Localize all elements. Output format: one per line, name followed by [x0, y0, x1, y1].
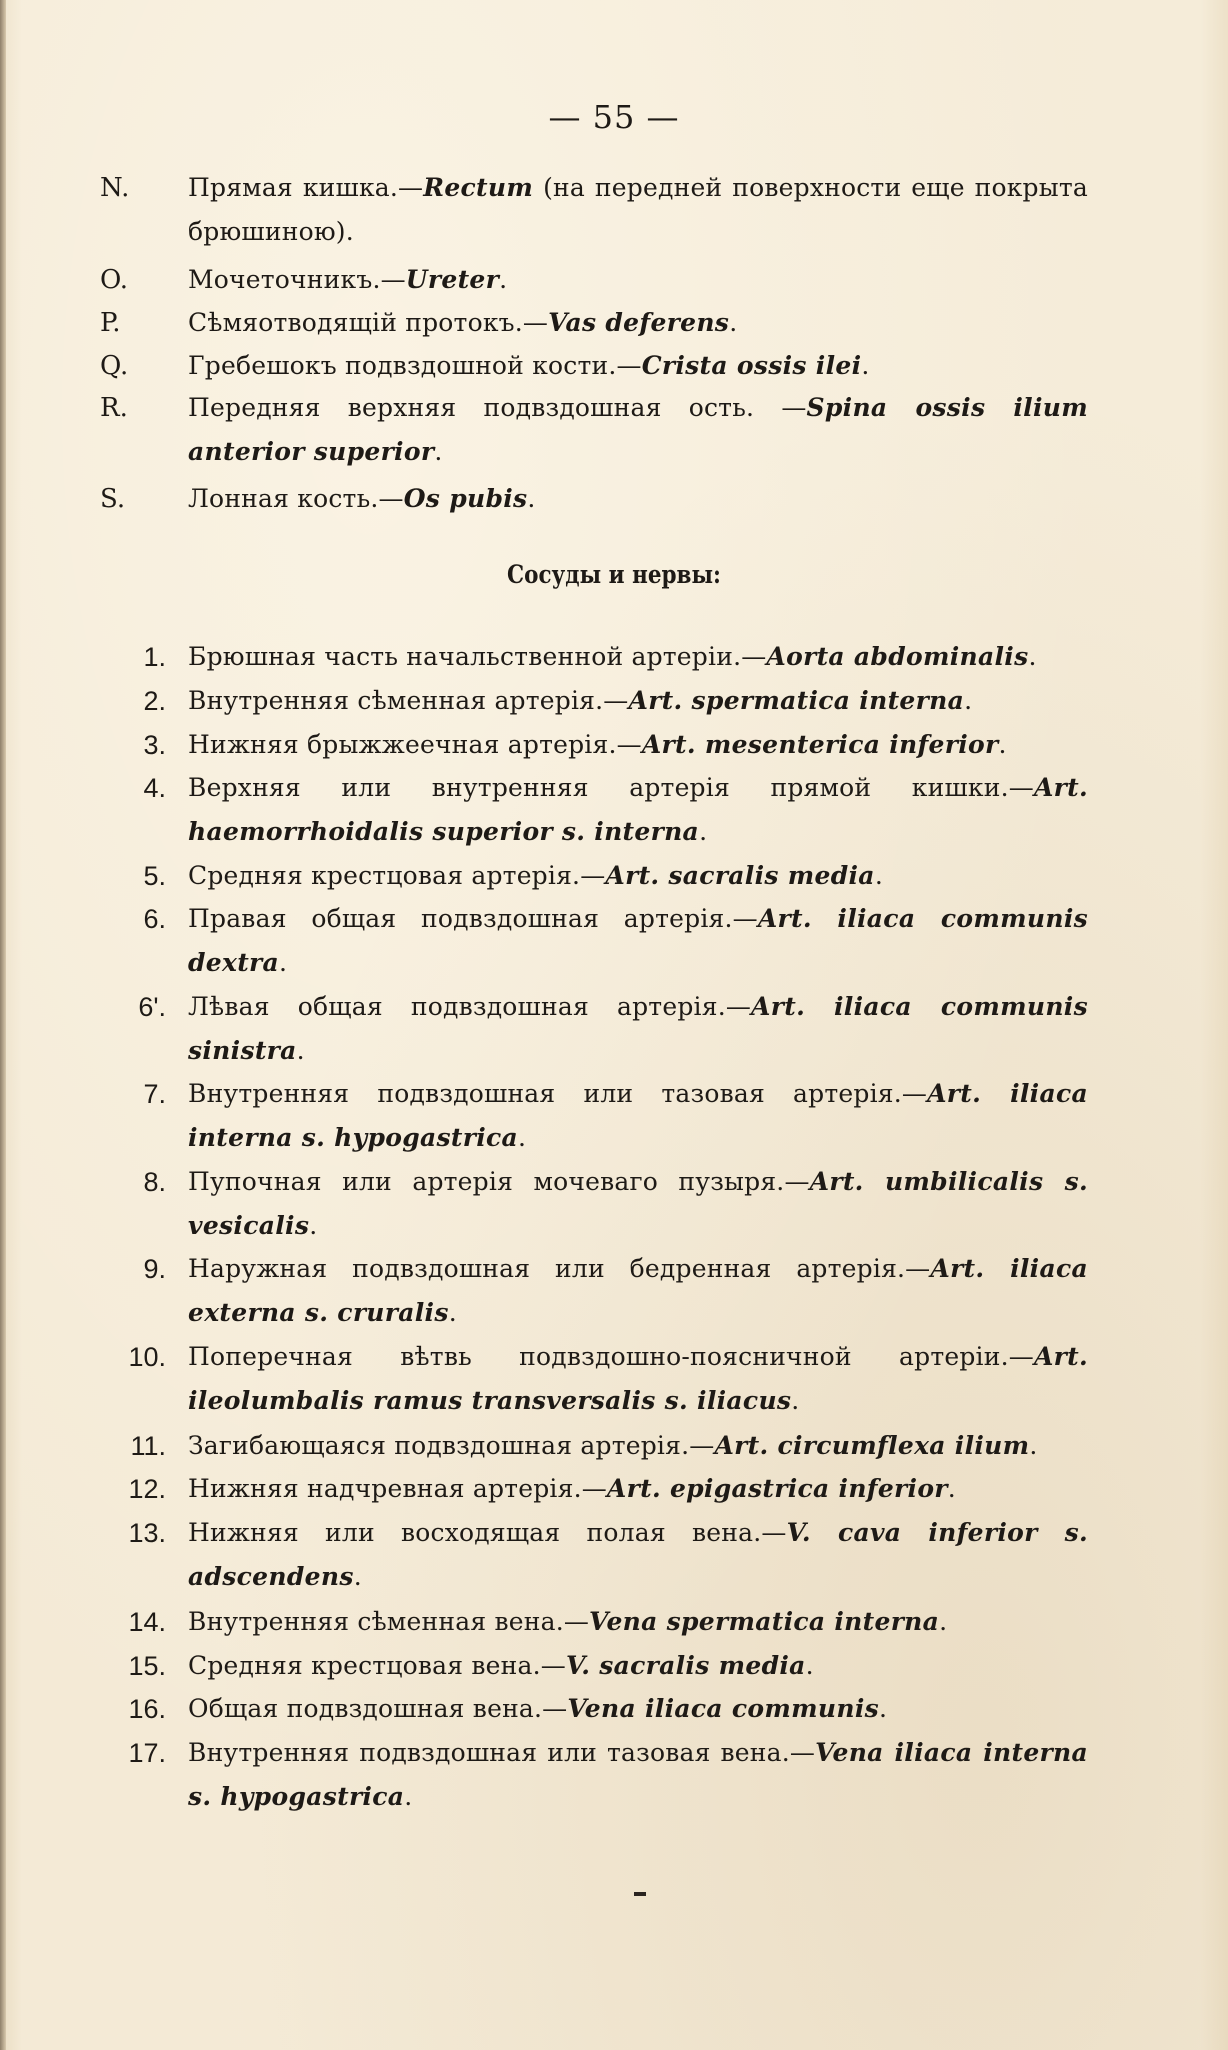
entry-label: 17.	[128, 1738, 166, 1768]
term-note: .	[434, 437, 443, 466]
page-edge	[0, 0, 6, 2050]
organ-entry-n	[100, 166, 1100, 254]
russian-term: Загибающаяся подвздошная артерія.—	[188, 1431, 715, 1460]
organ-entry-r	[100, 386, 1100, 474]
russian-term: Гребешокъ подвздошной кости.—	[188, 351, 642, 380]
russian-term: Правая общая подвздошная артерія.—	[188, 904, 758, 933]
entry-label: Q.	[100, 351, 129, 381]
latin-term: Art. iliaca communis dextra	[188, 904, 1088, 977]
organ-entry-s	[100, 477, 1100, 521]
entry-label: 10.	[128, 1342, 166, 1372]
entry-label: R.	[100, 393, 128, 423]
term-note: .	[279, 948, 288, 977]
vessel-entry-10	[100, 1335, 1100, 1423]
latin-term: Art. iliaca interna s. hypogastrica	[188, 1079, 1088, 1152]
russian-term: Внутренняя подвздошная или тазовая артерія.—	[188, 1079, 928, 1108]
russian-term: Лонная кость.—	[188, 484, 404, 513]
entry-label: 2.	[143, 686, 166, 716]
latin-term: Art. iliaca communis sinistra	[188, 992, 1088, 1065]
latin-term: Vas deferens	[548, 308, 730, 337]
entry-label: 1.	[143, 642, 166, 672]
term-note: (на передней поверхности еще покрыта брюшиною).	[188, 173, 1088, 246]
entry-label: 6'.	[138, 992, 166, 1022]
vessel-entry-13	[100, 1511, 1100, 1599]
term-note: .	[947, 1474, 956, 1503]
entry-label: 11.	[130, 1431, 166, 1461]
end-mark	[634, 1892, 646, 1896]
latin-term: Vena iliaca interna s. hypogastrica	[188, 1738, 1088, 1811]
term-note: .	[879, 1694, 888, 1723]
latin-term: Art. iliaca externa s. cruralis	[188, 1254, 1088, 1327]
vessel-entry-6	[100, 897, 1100, 985]
entry-label: 13.	[128, 1518, 166, 1548]
russian-term: Наружная подвздошная или бедренная артерія.—	[188, 1254, 931, 1283]
organ-entry-p	[100, 301, 1100, 345]
term-note: .	[404, 1782, 413, 1811]
latin-term: V. cava inferior s. adscendens	[188, 1518, 1088, 1591]
vessel-entry-7	[100, 1072, 1100, 1160]
latin-term: Vena spermatica interna	[589, 1607, 940, 1636]
vessel-entry-15	[100, 1644, 1100, 1688]
entry-label: 14.	[128, 1607, 166, 1637]
vessel-entry-12	[100, 1467, 1100, 1511]
vessel-entry-4	[100, 766, 1100, 854]
entry-label: N.	[100, 173, 130, 203]
latin-term: Rectum	[423, 173, 534, 202]
entry-label: 3.	[143, 730, 166, 760]
term-note: .	[861, 351, 870, 380]
term-note: .	[729, 308, 738, 337]
entry-label: 8.	[143, 1167, 166, 1197]
russian-term: Верхняя или внутренняя артерія прямой кишки.—	[188, 773, 1034, 802]
russian-term: Средняя крестцовая вена.—	[188, 1651, 566, 1680]
term-note: .	[353, 1562, 362, 1591]
term-note: .	[499, 265, 508, 294]
latin-term: Art. epigastrica inferior	[606, 1474, 948, 1503]
russian-term: Мочеточникъ.—	[188, 265, 406, 294]
entry-label: O.	[100, 265, 129, 295]
latin-term: Os pubis	[403, 484, 528, 513]
term-note: .	[296, 1036, 305, 1065]
term-note: .	[998, 730, 1007, 759]
latin-term: Art. ileolumbalis ramus transversalis s. iliacus	[188, 1342, 1088, 1415]
russian-term: Нижняя надчревная артерія.—	[188, 1474, 607, 1503]
entry-label: P.	[100, 308, 121, 338]
russian-term: Средняя крестцовая артерія.—	[188, 861, 606, 890]
page-number: — 55 —	[548, 98, 680, 136]
term-note: .	[527, 484, 536, 513]
vessel-entry-1	[100, 635, 1100, 679]
vessel-entry-17	[100, 1731, 1100, 1819]
entry-label: 5.	[143, 861, 166, 891]
russian-term: Прямая кишка.—	[188, 173, 424, 202]
russian-term: Сѣмяотводящій протокъ.—	[188, 308, 549, 337]
vessel-entry-16	[100, 1687, 1100, 1731]
russian-term: Пупочная или артерія мочеваго пузыря.—	[188, 1167, 810, 1196]
russian-term: Внутренняя подвздошная или тазовая вена.—	[188, 1738, 816, 1767]
term-note: .	[518, 1123, 527, 1152]
latin-term: Art. sacralis media	[605, 861, 875, 890]
russian-term: Брюшная часть начальственной артеріи.—	[188, 642, 767, 671]
latin-term: Spina ossis ilium anterior superior	[188, 393, 1088, 466]
term-note: .	[874, 861, 883, 890]
latin-term: V. sacralis media	[565, 1651, 806, 1680]
entry-label: S.	[100, 484, 126, 514]
vessel-entry-2	[100, 679, 1100, 723]
latin-term: Art. spermatica interna	[628, 686, 965, 715]
russian-term: Внутренняя сѣменная вена.—	[188, 1607, 590, 1636]
russian-term: Поперечная вѣтвь подвздошно-поясничной артеріи.—	[188, 1342, 1034, 1371]
entry-label: 16.	[128, 1694, 166, 1724]
latin-term: Aorta abdominalis	[766, 642, 1029, 671]
latin-term: Crista ossis ilei	[641, 351, 862, 380]
term-note: .	[791, 1386, 800, 1415]
latin-term: Art. mesenterica inferior	[641, 730, 999, 759]
term-note: .	[448, 1298, 457, 1327]
organ-entry-o	[100, 258, 1100, 302]
entry-label: 4.	[143, 773, 166, 803]
entry-label: 15.	[128, 1651, 166, 1681]
russian-term: Передняя верхняя подвздошная ость. —	[188, 393, 807, 422]
vessel-entry-6-prime	[100, 985, 1100, 1073]
entry-label: 12.	[128, 1474, 166, 1504]
term-note: .	[939, 1607, 948, 1636]
latin-term: Art. circumflexa ilium	[714, 1431, 1030, 1460]
vessel-entry-9	[100, 1247, 1100, 1335]
term-note: .	[309, 1211, 318, 1240]
term-note: .	[805, 1651, 814, 1680]
vessel-entry-14	[100, 1600, 1100, 1644]
term-note: .	[1028, 642, 1037, 671]
organ-entry-q	[100, 344, 1100, 388]
latin-term: Vena iliaca communis	[567, 1694, 880, 1723]
term-note: .	[964, 686, 973, 715]
russian-term: Внутренняя сѣменная артерія.—	[188, 686, 629, 715]
entry-label: 9.	[143, 1254, 166, 1284]
term-note: .	[699, 817, 708, 846]
russian-term: Общая подвздошная вена.—	[188, 1694, 568, 1723]
latin-term: Ureter	[405, 265, 500, 294]
section-heading: Сосуды и нервы:	[506, 560, 721, 589]
russian-term: Нижняя брыжжеечная артерія.—	[188, 730, 642, 759]
latin-term: Art. umbilicalis s. vesicalis	[188, 1167, 1088, 1240]
vessel-entry-5	[100, 854, 1100, 898]
entry-label: 7.	[143, 1079, 166, 1109]
vessel-entry-8	[100, 1160, 1100, 1248]
term-note: .	[1029, 1431, 1038, 1460]
entry-label: 6.	[143, 904, 166, 934]
vessel-entry-11	[100, 1424, 1100, 1468]
russian-term: Нижняя или восходящая полая вена.—	[188, 1518, 787, 1547]
latin-term: Art. haemorrhoidalis superior s. interna	[188, 773, 1088, 846]
vessel-entry-3	[100, 723, 1100, 767]
russian-term: Лѣвая общая подвздошная артерія.—	[188, 992, 752, 1021]
